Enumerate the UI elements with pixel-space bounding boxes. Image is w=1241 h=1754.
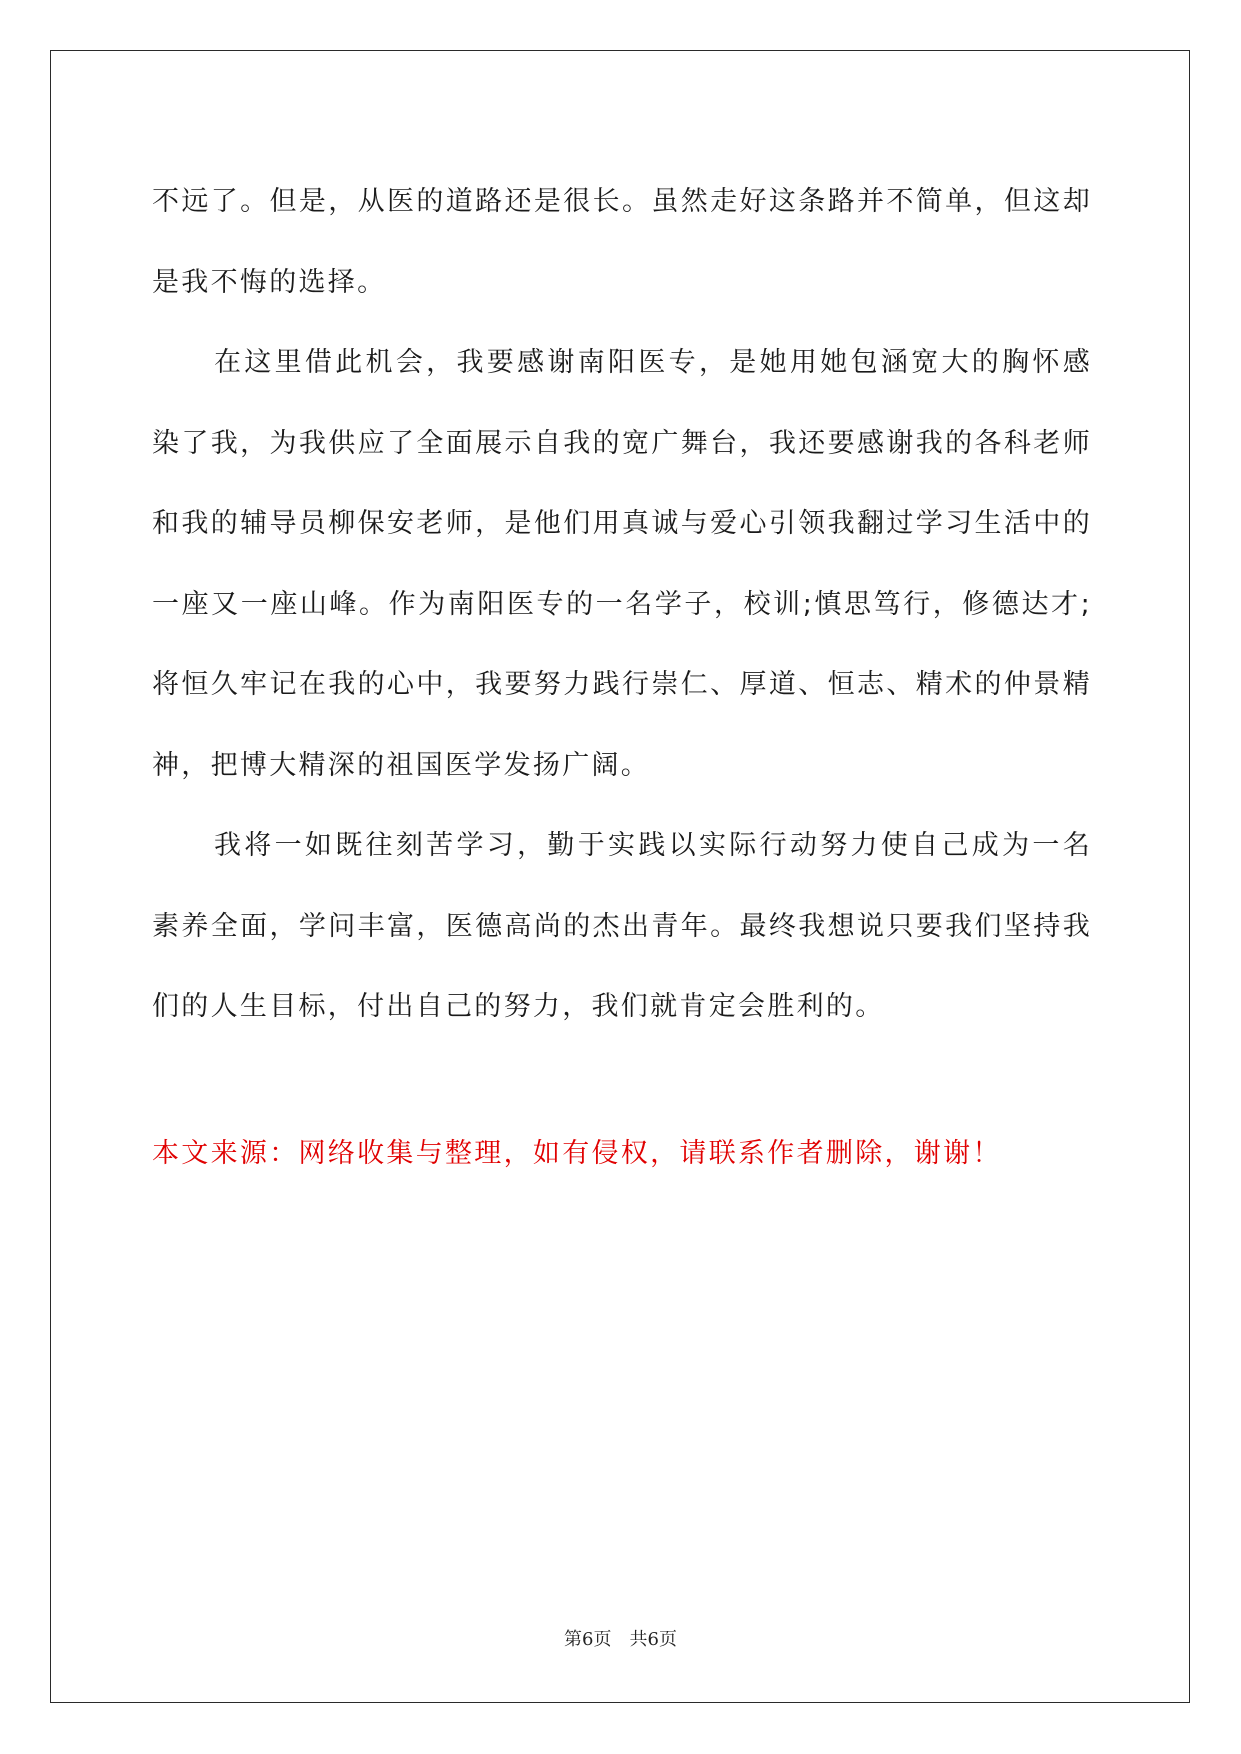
page-footer	[0, 1628, 1241, 1652]
source-note: 本文来源：网络收集与整理，如有侵权，请联系作者删除，谢谢！	[152, 1138, 1002, 1169]
page-total: 共6页	[629, 1629, 677, 1650]
paragraph-1: 不远了。但是，从医的道路还是很长。虽然走好这条路并不简单，但这却是我不悔的选择。	[152, 186, 1092, 298]
document-body	[152, 162, 1092, 1048]
page-number: 第6页	[564, 1629, 612, 1650]
paragraph-3: 我将一如既往刻苦学习，勤于实践以实际行动努力使自己成为一名素养全面，学问丰富，医德高尚的杰出青年。最终我想说只要我们坚持我们的人生目标，付出自己的努力，我们就肯定会胜利的。	[152, 830, 1092, 1022]
paragraph-2: 在这里借此机会，我要感谢南阳医专，是她用她包涵宽大的胸怀感染了我，为我供应了全面展示自我的宽广舞台，我还要感谢我的各科老师和我的辅导员柳保安老师，是他们用真诚与爱心引领我翻过学习生活中的一座又一座山峰。作为南阳医专的一名学子，校训;慎思笃行，修德达才;将恒久牢记在我的心中，我要努力践行崇仁、厚道、恒志、精术的仲景精神，把博大精深的祖国医学发扬广阔。	[152, 347, 1092, 781]
